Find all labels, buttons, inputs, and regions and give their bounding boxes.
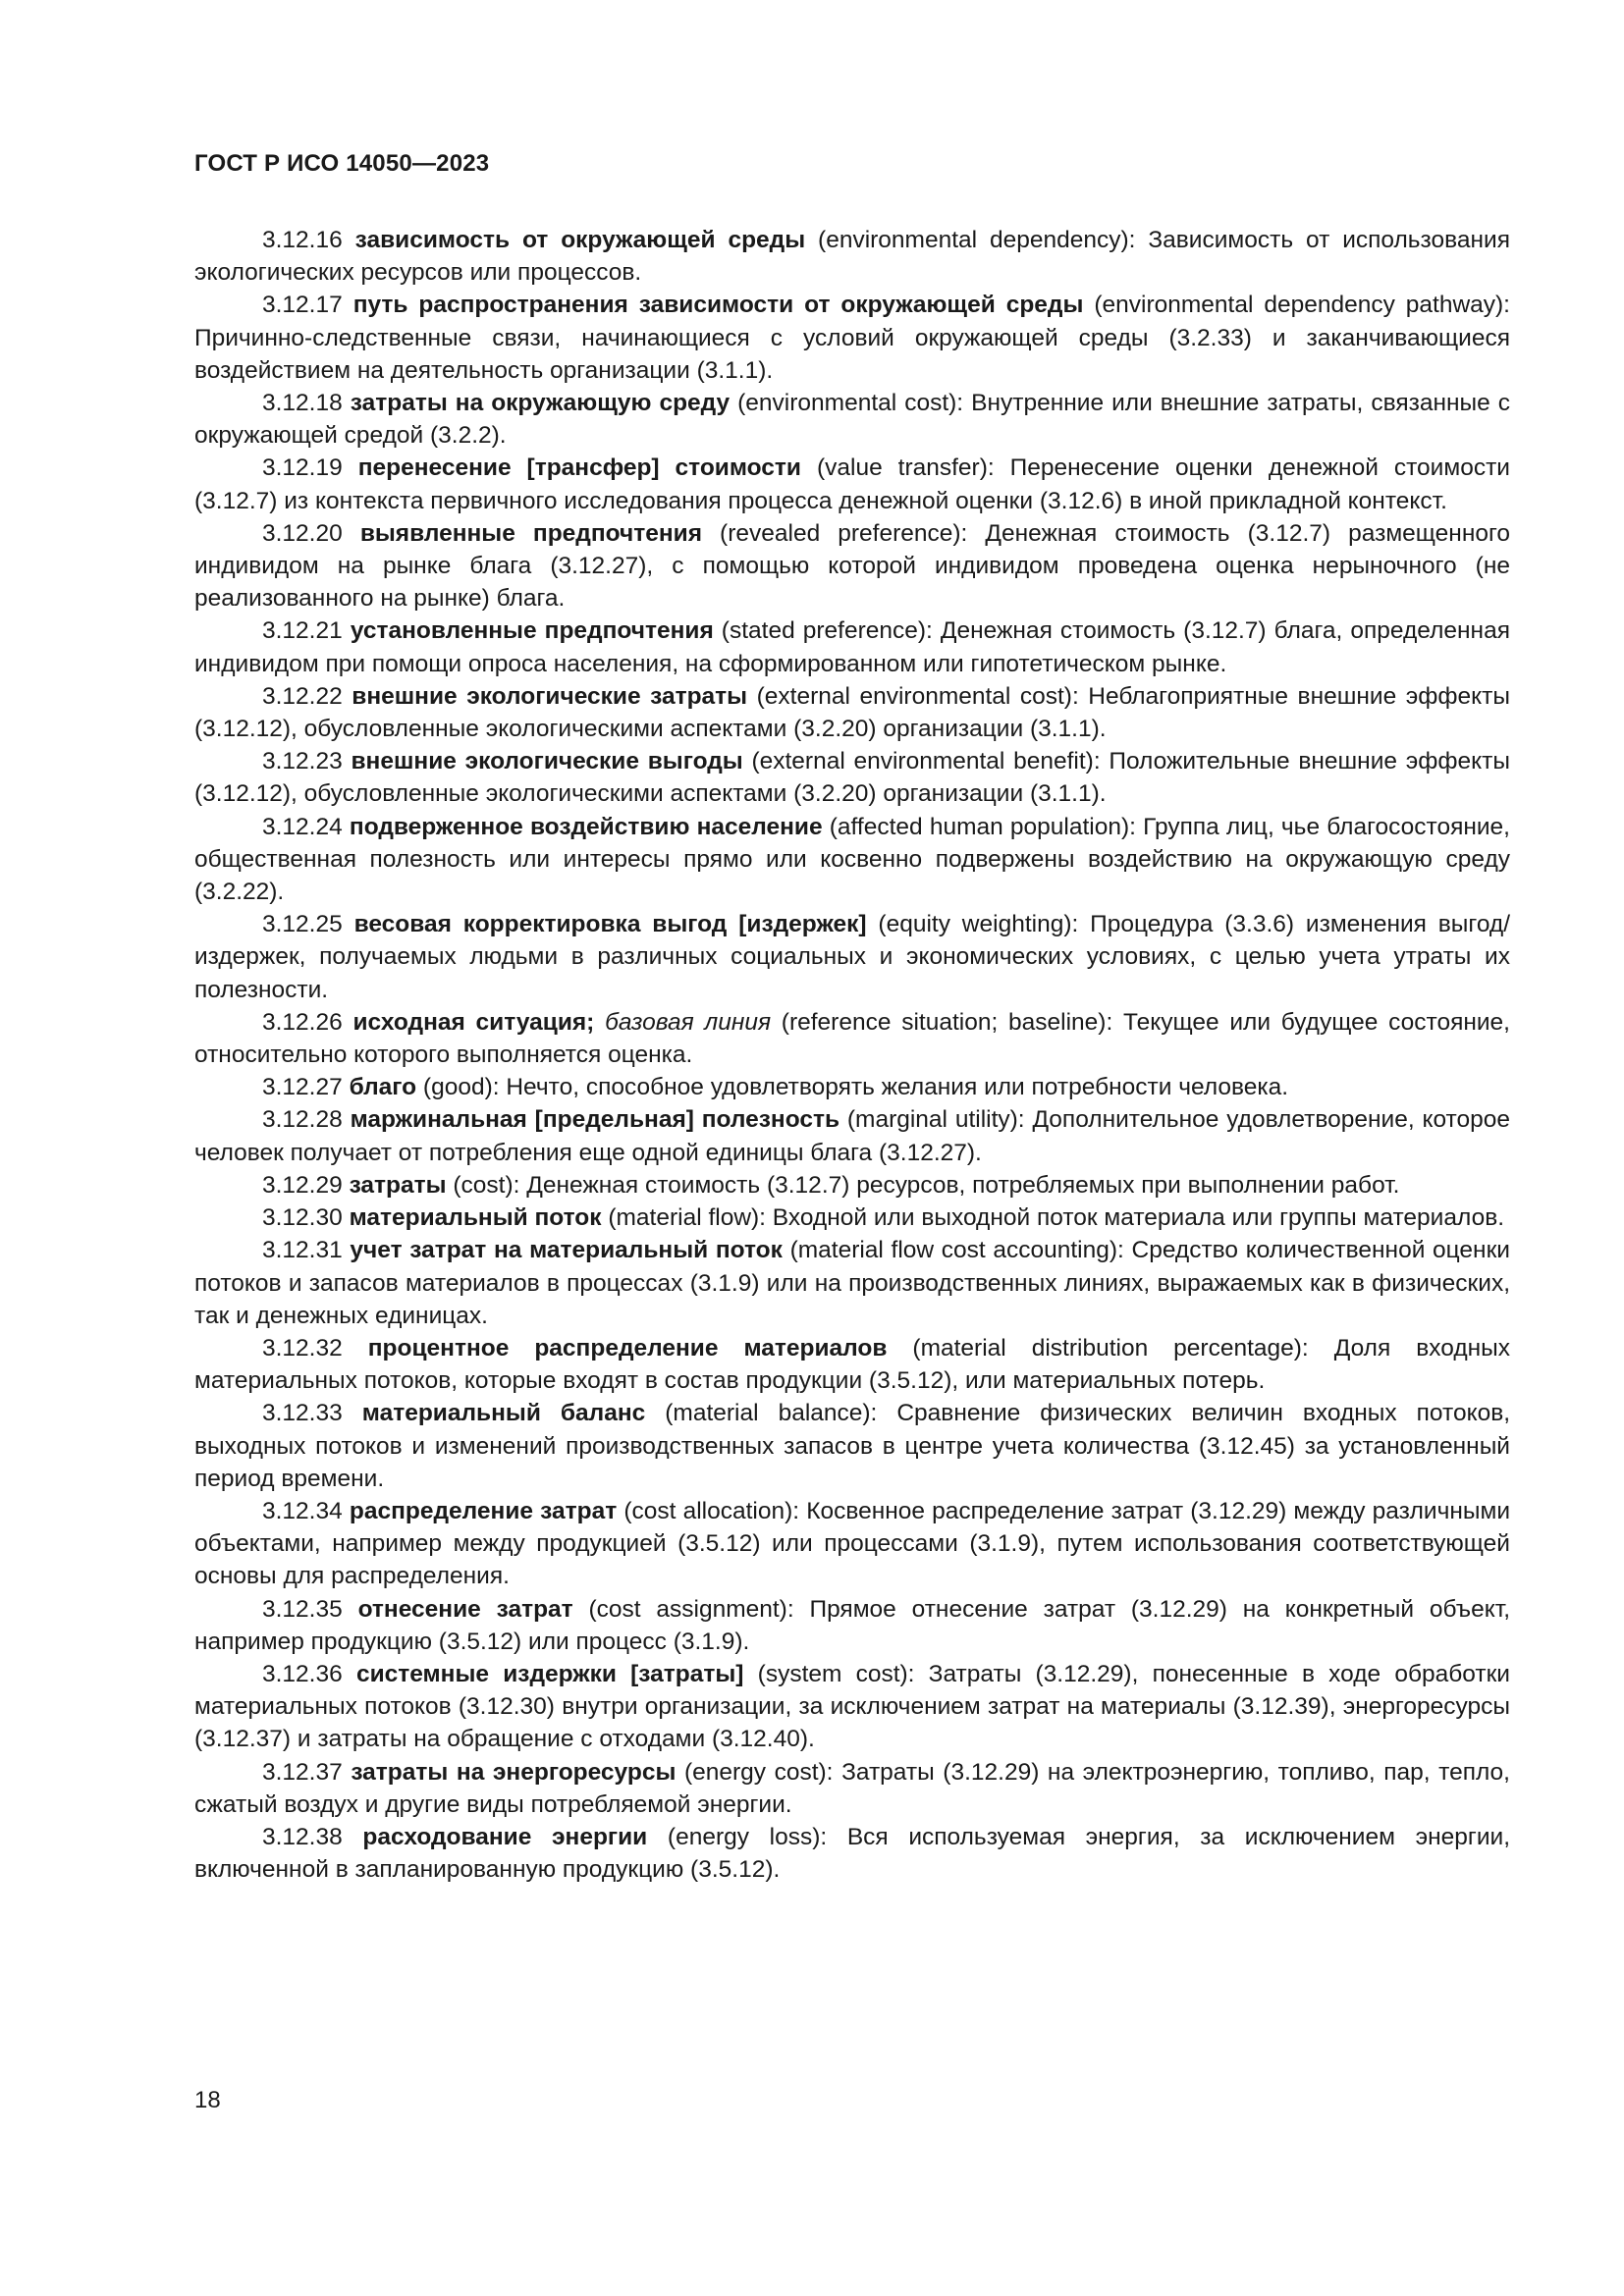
definition-entry [194, 811, 1510, 909]
entry-term: системные издержки [затраты] [355, 1660, 744, 1687]
entry-definition: (material distribution percentage): Доля входных материальных потоков, которые входят в состав продукции (3.5.12), или материальных потерь. [194, 1334, 1510, 1395]
definition-entry [194, 680, 1510, 745]
entry-number: 3.12.35 [262, 1595, 343, 1623]
entry-definition: (external environmental cost): Неблагоприятные внешние эффекты (3.12.12), обусловленные экологическими аспектами (3.2.20) организации (3.1.1). [194, 682, 1511, 743]
entry-number: 3.12.32 [262, 1334, 343, 1362]
definition-entry [194, 517, 1510, 615]
entry-term: путь распространения зависимости от окружающей среды [352, 292, 1084, 319]
definition-entry [194, 745, 1510, 810]
entry-term: затраты [349, 1171, 447, 1199]
definition-entry [194, 1756, 1510, 1821]
definition-entry [194, 1593, 1510, 1658]
entry-number: 3.12.24 [262, 813, 343, 840]
entry-definition: (cost allocation): Косвенное распределение затрат (3.12.29) между различными объектами, например между продукцией (3.5.12) или процессами (3.1.9), путем использования соответствующей основы для распределения. [194, 1497, 1511, 1590]
definition-entry [194, 1397, 1510, 1495]
entry-definition: (reference situation; baseline): Текущее или будущее состояние, относительно которого выполняется оценка. [194, 1008, 1510, 1069]
entry-number: 3.12.37 [262, 1758, 343, 1786]
entry-definition: (value transfer): Перенесение оценки денежной стоимости (3.12.7) из контекста первичного исследования процесса денежной оценки (3.12.6) в иной прикладной контекст. [194, 454, 1510, 514]
entry-term: подверженное воздействию население [349, 813, 823, 840]
entry-number: 3.12.29 [262, 1171, 343, 1199]
entry-number: 3.12.30 [262, 1204, 343, 1232]
entry-term: внешние экологические выгоды [351, 748, 743, 775]
entry-term: весовая корректировка выгод [издержек] [353, 911, 867, 938]
entry-number: 3.12.22 [262, 682, 343, 710]
entry-number: 3.12.16 [262, 227, 343, 253]
page-number: 18 [194, 2087, 221, 2113]
entry-term: выявленные предпочтения [359, 519, 702, 547]
entry-number: 3.12.38 [262, 1823, 343, 1850]
entry-definition: (good): Нечто, способное удовлетворять желания или потребности человека. [416, 1074, 1289, 1101]
entry-definition: (energy loss): Вся используемая энергия, за исключением энергии, включенной в запланированную продукцию (3.5.12). [194, 1823, 1510, 1884]
entry-number: 3.12.28 [262, 1106, 343, 1134]
document-header: ГОСТ Р ИСО 14050—2023 [194, 150, 490, 177]
entry-definition: (system cost): Затраты (3.12.29), понесенные в ходе обработки материальных потоков (3.12.30) внутри организации, за исключением затрат на материалы (3.12.39), энергоресурсы (3.12.37) и затраты на обращение с отходами (3.12.40). [194, 1660, 1510, 1753]
entry-term: затраты на энергоресурсы [351, 1758, 677, 1786]
definition-entry [194, 224, 1510, 289]
entry-term: отнесение затрат [357, 1595, 573, 1623]
definition-entry [194, 1495, 1510, 1593]
definition-entry [194, 908, 1510, 1006]
entry-term: затраты на окружающую среду [350, 390, 731, 417]
entry-alt-term: базовая линия [605, 1008, 772, 1036]
entry-definition: (cost): Денежная стоимость (3.12.7) ресурсов, потребляемых при выполнении работ. [446, 1171, 1400, 1199]
entry-definition: (marginal utility): Дополнительное удовлетворение, которое человек получает от потребления еще одной единицы блага (3.12.27). [194, 1106, 1510, 1166]
entry-number: 3.12.23 [262, 748, 343, 775]
entry-number: 3.12.17 [262, 292, 343, 319]
definition-entry [194, 1103, 1510, 1168]
entry-number: 3.12.36 [262, 1660, 343, 1687]
entry-number: 3.12.18 [262, 390, 343, 417]
entry-definition: (environmental dependency pathway): Причинно-следственные связи, начинающиеся с условий окружающей среды (3.2.33) и заканчивающиеся воздействием на деятельность организации (3.1.1). [194, 292, 1510, 384]
entry-definition: (material flow cost accounting): Средство количественной оценки потоков и запасов материалов в процессах (3.1.9) или на производственных линиях, выражаемых как в физических, так и денежных единицах. [194, 1237, 1510, 1329]
definition-entry [194, 614, 1510, 679]
definition-entry [194, 289, 1510, 387]
entry-term: материальный поток [349, 1204, 602, 1232]
entry-definition: (stated preference): Денежная стоимость (3.12.7) блага, определенная индивидом при помощи опроса населения, на сформированном или гипотетическом рынке. [194, 617, 1510, 677]
entry-number: 3.12.19 [262, 454, 343, 482]
entry-definition: (material flow): Входной или выходной поток материала или группы материалов. [601, 1204, 1505, 1232]
entry-number: 3.12.21 [262, 617, 343, 645]
entry-definition: (environmental cost): Внутренние или внешние затраты, связанные с окружающей средой (3.2.2). [194, 390, 1511, 450]
entry-definition: (equity weighting): Процедура (3.3.6) изменения выгод/издержек, получаемых людьми в различных социальных и экономических условиях, с целью учета утраты их полезности. [194, 911, 1511, 1003]
entry-term: исходная ситуация; [352, 1008, 595, 1036]
entry-term: внешние экологические затраты [352, 682, 748, 710]
entry-number: 3.12.25 [262, 911, 343, 938]
entry-term: перенесение [трансфер] стоимости [357, 454, 801, 482]
entry-term: процентное распределение материалов [367, 1334, 888, 1362]
definition-entry [194, 1821, 1510, 1886]
entry-definition: (cost assignment): Прямое отнесение затрат (3.12.29) на конкретный объект, например продукцию (3.5.12) или процесс (3.1.9). [194, 1595, 1511, 1655]
entry-number: 3.12.26 [262, 1008, 343, 1036]
entry-definition: (affected human population): Группа лиц, чье благосостояние, общественная полезность или интересы прямо или косвенно подвержены воздействию на окружающую среду (3.2.22). [194, 813, 1510, 906]
entry-term: установленные предпочтения [350, 617, 714, 645]
definition-entry [194, 1006, 1510, 1071]
entry-definition: (material balance): Сравнение физических величин входных потоков, выходных потоков и изменений производственных запасов в центре учета количества (3.12.45) за установленный период времени. [194, 1400, 1511, 1492]
definition-entry [194, 1071, 1510, 1103]
entry-number: 3.12.33 [262, 1400, 343, 1427]
entry-number: 3.12.20 [262, 519, 343, 547]
entry-term: материальный баланс [361, 1400, 646, 1427]
entry-number: 3.12.31 [262, 1237, 343, 1264]
definition-entry [194, 387, 1510, 452]
definition-entry [194, 1332, 1510, 1397]
entry-definition: (revealed preference): Денежная стоимость (3.12.7) размещенного индивидом на рынке блага (3.12.27), с помощью которой индивидом проведена оценка нерыночного (не реализованного на рынке) блага. [194, 519, 1511, 613]
definition-entry [194, 1201, 1510, 1234]
entry-definition: (energy cost): Затраты (3.12.29) на электроэнергию, топливо, пар, тепло, сжатый воздух и другие виды потребляемой энергии. [194, 1758, 1510, 1818]
definition-entry [194, 1658, 1510, 1756]
entry-term: маржинальная [предельная] полезность [350, 1106, 840, 1134]
entry-term: распределение затрат [349, 1497, 618, 1524]
definition-entry [194, 452, 1510, 516]
definition-entry [194, 1234, 1510, 1332]
entry-definition: (environmental dependency): Зависимость от использования экологических ресурсов или процессов. [194, 227, 1510, 287]
definition-entry [194, 1169, 1510, 1201]
entry-number: 3.12.27 [262, 1074, 343, 1101]
entry-definition: (external environmental benefit): Положительные внешние эффекты (3.12.12), обусловленные экологическими аспектами (3.2.20) организации (3.1.1). [194, 748, 1511, 808]
definitions-list [194, 224, 1510, 1886]
entry-term: благо [349, 1074, 417, 1101]
entry-number: 3.12.34 [262, 1497, 343, 1524]
entry-term: расходование энергии [362, 1823, 648, 1850]
entry-term: зависимость от окружающей среды [354, 227, 806, 253]
entry-term: учет затрат на материальный поток [350, 1237, 783, 1264]
